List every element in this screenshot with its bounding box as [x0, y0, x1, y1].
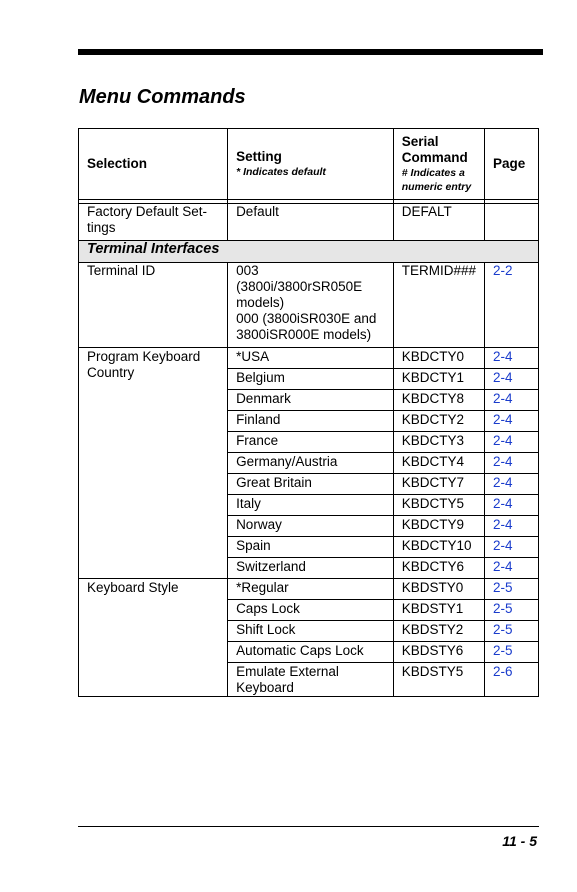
setting-cell: Caps Lock	[228, 600, 394, 621]
page-link[interactable]: 2-4	[485, 537, 539, 558]
table-row	[79, 348, 539, 369]
command-cell: KBDCTY1	[393, 369, 484, 390]
header-setting-note: * Indicates default	[236, 166, 326, 178]
bottom-rule	[78, 826, 539, 827]
top-rule	[78, 49, 543, 55]
page-link[interactable]: 2-4	[485, 558, 539, 579]
table-row	[79, 263, 539, 348]
page-link[interactable]: 2-6	[485, 663, 539, 697]
command-cell: KBDCTY2	[393, 411, 484, 432]
selection-cell: Terminal ID	[79, 263, 228, 348]
page-link[interactable]: 2-4	[485, 474, 539, 495]
page-link[interactable]: 2-4	[485, 495, 539, 516]
page-cell	[485, 204, 539, 241]
command-cell: KBDSTY5	[393, 663, 484, 697]
setting-cell: Spain	[228, 537, 394, 558]
header-setting: Setting * Indicates default	[228, 129, 394, 200]
page-link[interactable]: 2-4	[485, 516, 539, 537]
page-link[interactable]: 2-5	[485, 600, 539, 621]
setting-cell: 003 (3800i/3800rSR050E models) 000 (3800iSR030E and 3800iSR000E models)	[228, 263, 394, 348]
command-cell: DEFALT	[393, 204, 484, 241]
header-serial-command: Serial Command # Indicates a numeric entry	[393, 129, 484, 200]
header-page: Page	[485, 129, 539, 200]
command-cell: TERMID###	[393, 263, 484, 348]
command-cell: KBDCTY0	[393, 348, 484, 369]
table-header-row	[79, 129, 539, 200]
setting-cell: Italy	[228, 495, 394, 516]
command-cell: KBDSTY2	[393, 621, 484, 642]
selection-cell: Program Keyboard Country	[79, 348, 228, 579]
page-link[interactable]: 2-5	[485, 621, 539, 642]
page-link[interactable]: 2-4	[485, 453, 539, 474]
setting-cell: Finland	[228, 411, 394, 432]
command-cell: KBDCTY8	[393, 390, 484, 411]
setting-cell: Norway	[228, 516, 394, 537]
page-link[interactable]: 2-4	[485, 369, 539, 390]
command-cell: KBDCTY5	[393, 495, 484, 516]
command-cell: KBDCTY6	[393, 558, 484, 579]
page-link[interactable]: 2-2	[485, 263, 539, 348]
selection-cell: Factory Default Set-tings	[79, 204, 228, 241]
setting-cell: France	[228, 432, 394, 453]
command-cell: KBDSTY6	[393, 642, 484, 663]
page-link[interactable]: 2-4	[485, 390, 539, 411]
page-link[interactable]: 2-4	[485, 432, 539, 453]
section-row	[79, 241, 539, 263]
command-cell: KBDCTY4	[393, 453, 484, 474]
command-cell: KBDCTY3	[393, 432, 484, 453]
setting-cell: Default	[228, 204, 394, 241]
page-title: Menu Commands	[79, 86, 246, 108]
setting-cell: *USA	[228, 348, 394, 369]
page-number: 11 - 5	[502, 833, 537, 849]
setting-cell: Emulate External Keyboard	[228, 663, 394, 697]
selection-cell: Keyboard Style	[79, 579, 228, 697]
page-link[interactable]: 2-4	[485, 411, 539, 432]
command-cell: KBDCTY7	[393, 474, 484, 495]
header-selection: Selection	[79, 129, 228, 200]
command-cell: KBDSTY1	[393, 600, 484, 621]
menu-commands-table	[78, 128, 539, 697]
table-row	[79, 204, 539, 241]
command-cell: KBDCTY10	[393, 537, 484, 558]
table-row	[79, 579, 539, 600]
setting-cell: *Regular	[228, 579, 394, 600]
command-cell: KBDCTY9	[393, 516, 484, 537]
page-link[interactable]: 2-5	[485, 642, 539, 663]
setting-cell: Automatic Caps Lock	[228, 642, 394, 663]
setting-cell: Germany/Austria	[228, 453, 394, 474]
section-title: Terminal Interfaces	[79, 241, 539, 263]
page-link[interactable]: 2-5	[485, 579, 539, 600]
setting-cell: Shift Lock	[228, 621, 394, 642]
page-link[interactable]: 2-4	[485, 348, 539, 369]
setting-cell: Belgium	[228, 369, 394, 390]
setting-cell: Great Britain	[228, 474, 394, 495]
setting-cell: Switzerland	[228, 558, 394, 579]
setting-cell: Denmark	[228, 390, 394, 411]
command-cell: KBDSTY0	[393, 579, 484, 600]
